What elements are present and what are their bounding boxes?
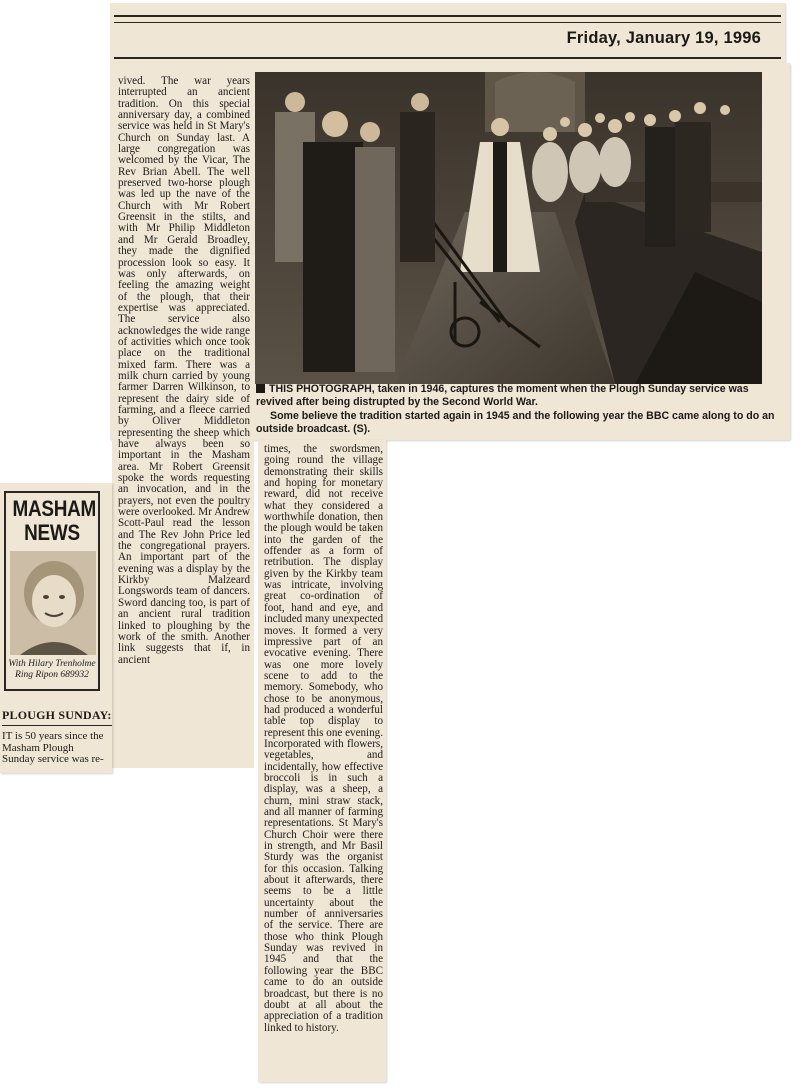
byline-phone: Ring Ripon 689932 — [15, 670, 89, 680]
portrait-image — [10, 551, 96, 655]
article-lead: IT is 50 years since the Masham Plough Sunday service was re- — [2, 730, 104, 766]
article-headline: PLOUGH SUNDAY: — [2, 708, 112, 722]
issue-date: Friday, January 19, 1996 — [566, 29, 761, 47]
header-rule — [114, 15, 781, 17]
columnist-portrait — [10, 551, 96, 655]
headline-rule — [2, 725, 112, 726]
photo-caption — [256, 383, 788, 436]
caption-text-1: THIS PHOTOGRAPH, taken in 1946, captures the moment when the Plough Sunday service was revived after being distrupted by the Second World War. — [256, 383, 749, 409]
header-rule — [114, 57, 781, 59]
newspaper-header — [110, 3, 785, 63]
article-column-2: times, the swordsmen, going round the village demonstrating their skills and hoping for monetary reward, did not receive what they considered a worthwhile donation, then the plough would be taken into the garden of the offender as a form of retribution. The display given by the Kirkby team was intricate, involving great co-ordination of foot, hand and eye, and included many unexpected moves. It formed a very impressive part of an evocative evening. There was one more lovely scene to add to the memory. Somebody, who chose to be anonymous, had produced a wonderful table top display to represent this one evening. Incorporated with flowers, vegetables, and incidentally, how effective broccoli is in such a display, was a sheep, a churn, mini straw stack, and all manner of farming representations. St Mary's Church Choir were there in strength, and Mr Basil Sturdy was the organist for this occasion. Talking about it afterwards, there seems to be a little uncertainty about the number of anniversaries of the service. There are those who think Plough Sunday was revived in 1945 and that the following year the BBC came to do an outside broadcast, but there is no doubt at all about the appreciation of a tradition linked to history. — [258, 440, 386, 1082]
church-photograph — [255, 72, 762, 384]
plough-service-photo — [255, 72, 762, 384]
byline-name: With Hilary Trenholme — [8, 659, 96, 669]
caption-line-1 — [256, 383, 788, 410]
masham-news-masthead — [4, 491, 100, 691]
header-rule — [114, 22, 781, 23]
masthead-title: MASHAM NEWS — [12, 496, 97, 545]
square-bullet-icon — [256, 384, 265, 393]
caption-line-2: Some believe the tradition started again in 1945 and the following year the BBC came along to do an outside broadcast. (S). — [256, 409, 775, 435]
article-column-1: vived. The war years interrupted an ancient tradition. On this special anniversary day, a combined service was held in St Mary's Church on Sunday last. A large congregation was welcomed by the Vicar, The Rev Brian Abell. The well preserved two-horse plough was led up the nave of the Church with Mr Robert Greensit in the stilts, and with Mr Philip Middleton and Mr Gerald Broadley, they made the dignified procession look so easy. It was only afterwards, on feeling the amazing weight of the plough, that their expertise was appreciated. The service also acknowledges the wide range of activities which once took place on the traditional mixed farm. There was a milk churn carried by young farmer Darren Wilkinson, to represent the dairy side of farming, and a fleece carried by Oliver Middleton representing the sheep which have always been so important in the Masham area. Mr Robert Greensit spoke the words requesting an invocation, and in the prayers, not even the poultry were overlooked. Mr Andrew Scott-Paul read the lesson and The Rev John Price led the congregational prayers. An important part of the evening was a display by the Kirkby Malzeard Longswords team of dancers. Sword dancing too, is part of an ancient rural tradition linked to ploughing by the work of the smith. Another link suggests that if, in ancient — [112, 68, 254, 768]
masham-news-clipping — [0, 483, 112, 773]
columnist-byline — [6, 659, 98, 681]
